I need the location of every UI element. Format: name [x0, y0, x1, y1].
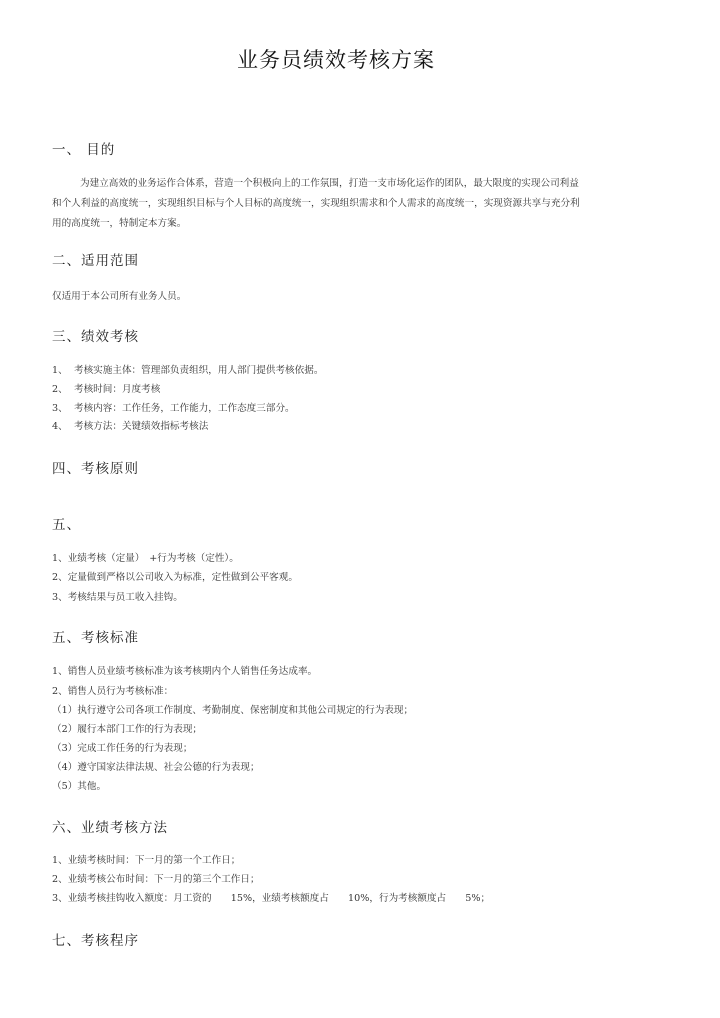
principle-item: 1、业绩考核（定量） +行为考核（定性）。 — [52, 553, 239, 564]
item-number: 3、 — [52, 403, 68, 414]
section-heading-assessment: 三、绩效考核 — [52, 329, 139, 345]
principle-item: 3、考核结果与员工收入挂钩。 — [52, 592, 183, 603]
section-heading-scope: 二、适用范围 — [52, 253, 139, 269]
page-title: 业务员绩效考核方案 — [237, 48, 435, 72]
assessment-item — [52, 381, 160, 395]
assessment-item — [52, 418, 208, 432]
method-item: 3、业绩考核挂钩收入额度：月工资的 15%，业绩考核额度占 10%，行为考核额度占 5%； — [52, 893, 491, 904]
section-heading-procedure: 七、考核程序 — [52, 933, 139, 949]
section-heading-methods: 六、业绩考核方法 — [52, 820, 168, 836]
section-heading-principles: 四、考核原则 — [52, 461, 139, 477]
standard-item: （1）执行遵守公司各项工作制度、考勤制度、保密制度和其他公司规定的行为表现； — [52, 705, 414, 716]
item-number: 1、 — [52, 365, 68, 376]
standard-item: （3）完成工作任务的行为表现； — [52, 743, 193, 754]
item-number: 2、 — [52, 384, 68, 395]
principle-item: 2、定量做到严格以公司收入为标准，定性做到公平客观。 — [52, 572, 298, 583]
item-number: 4、 — [52, 421, 68, 432]
item-text: 考核时间：月度考核 — [74, 384, 161, 395]
purpose-paragraph: 为建立高效的业务运作合体系，营造一个积极向上的工作氛围，打造一支市场化运作的团队，最大限度的实现公司利益和个人利益的高度统一，实现组织目标与个人目标的高度统一，实现组织需求和个人需求的高度统一，实现资源共享与充分利用的高度统一，特制定本方案。 — [52, 178, 580, 229]
standard-item: 2、销售人员行为考核标准： — [52, 686, 174, 697]
assessment-item — [52, 400, 295, 414]
item-text: 考核方法：关键绩效指标考核法 — [74, 421, 209, 432]
section-heading-five: 五、 — [52, 517, 81, 533]
standard-item: 1、销售人员业绩考核标准为该考核期内个人销售任务达成率。 — [52, 666, 318, 677]
section-heading-purpose: 一、 目的 — [52, 142, 116, 158]
method-item: 2、业绩考核公布时间：下一月的第三个工作日； — [52, 874, 260, 885]
section-heading-standards: 五、考核标准 — [52, 630, 139, 646]
method-item: 1、业绩考核时间：下一月的第一个工作日； — [52, 855, 241, 866]
standard-item: （2）履行本部门工作的行为表现； — [52, 724, 203, 735]
standard-item: （4）遵守国家法律法规、社会公德的行为表现； — [52, 762, 260, 773]
assessment-item — [52, 362, 323, 376]
scope-text: 仅适用于本公司所有业务人员。 — [52, 291, 187, 302]
item-text: 考核实施主体：管理部负责组织，用人部门提供考核依据。 — [74, 365, 324, 376]
item-text: 考核内容：工作任务，工作能力，工作态度三部分。 — [74, 403, 295, 414]
standard-item: （5）其他。 — [52, 781, 107, 792]
